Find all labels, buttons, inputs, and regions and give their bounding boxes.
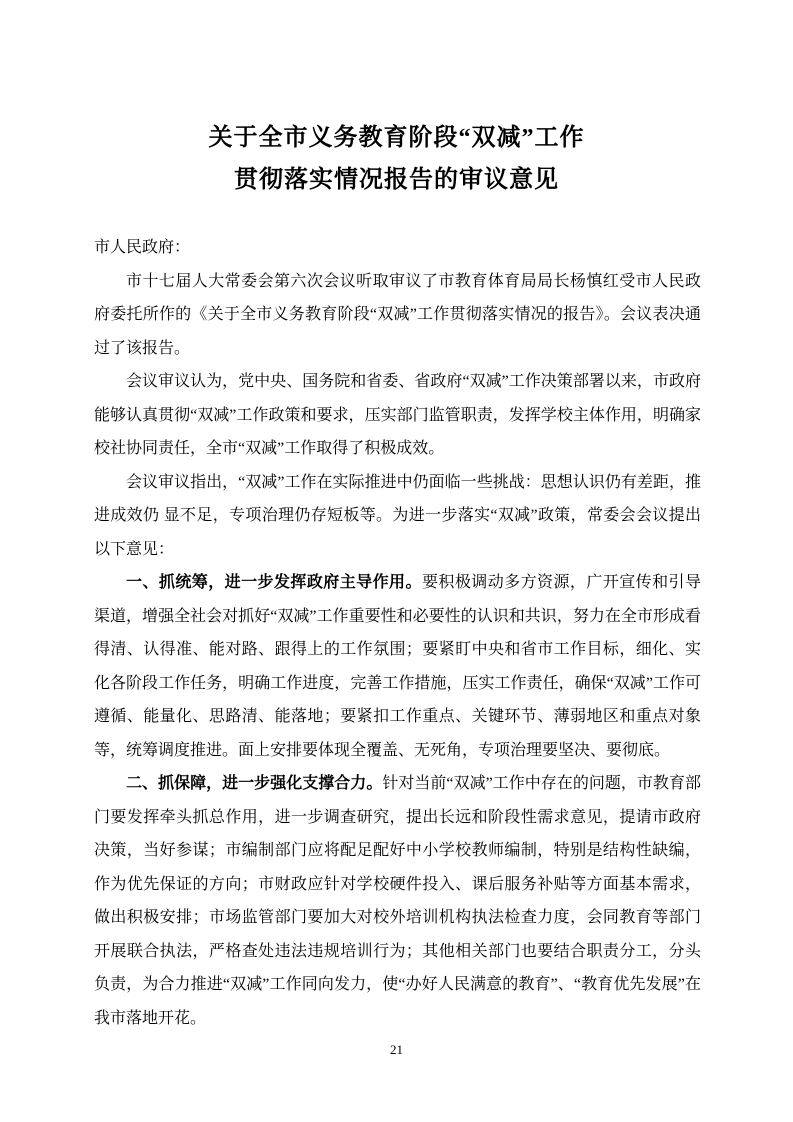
section-2-heading: 二、抓保障，进一步强化支撑合力。 xyxy=(126,775,383,792)
section-2-text: 针对当前“双减”工作中存在的问题，市教育部门要发挥牵头抓总作用，进一步调查研究，提出长远和阶段性需求意见，提请市政府决策，当好参谋；市编制部门应将配足配好中小学校教师编制，特别是结构性缺编，作为优先保证的方向；市财政应针对学校硬件投入、课后服务补贴等方面基本需求，做出积极安排；市场监管部门要加大对校外培训机构执法检查力度，会同教育等部门开展联合执法，严格查处违法违规培训行为；其他相关部门也要结合职责分工，分头负责，为合力推进“双减”工作同向发力，使“办好人民满意的教育”、“教育优先发展”在我市落地开花。 xyxy=(94,775,701,1027)
paragraph-3-text: 会议审议指出，“双减”工作在实际推进中仍面临一些挑战：思想认识仍有差距，推进成效仍 显不足，专项治理仍存短板等。为进一步落实“双减”政策，常委会会议提出以下意见： xyxy=(94,473,701,558)
paragraph-3 xyxy=(94,466,701,567)
paragraph-1 xyxy=(94,265,701,366)
page-number: 21 xyxy=(390,1042,403,1057)
paragraph-2-text: 会议审议认为，党中央、国务院和省委、省政府“双减”工作决策部署以来，市政府能够认真贯彻“双减”工作政策和要求，压实部门监管职责，发挥学校主体作用，明确家校社协同责任，全市“双减”工作取得了积极成效。 xyxy=(94,373,701,457)
document-title xyxy=(0,0,793,201)
document-body xyxy=(94,231,701,1035)
section-1-heading: 一、抓统筹，进一步发挥政府主导作用。 xyxy=(126,574,422,591)
title-line-2: 贯彻落实情况报告的审议意见 xyxy=(234,167,559,193)
title-line-1: 关于全市义务教育阶段“双减”工作 xyxy=(208,125,585,151)
salutation: 市人民政府： xyxy=(94,239,191,256)
paragraph-2 xyxy=(94,365,701,466)
section-1-text: 要积极调动多方资源，广开宣传和引导渠道，增强全社会对抓好“双减”工作重要性和必要性的认识和共识，努力在全市形成看得清、认得准、能对路、跟得上的工作氛围；要紧盯中央和省市工作目标，细化、实化各阶段工作任务，明确工作进度，完善工作措施，压实工作责任，确保“双减”工作可遵循、能量化、思路清、能落地；要紧扣工作重点、关键环节、薄弱地区和重点对象等，统筹调度推进。面上安排要体现全覆盖、无死角，专项治理要坚决、要彻底。 xyxy=(94,574,701,759)
section-1-paragraph xyxy=(94,566,701,767)
paragraph-1-text: 市十七届人大常委会第六次会议听取审议了市教育体育局局长杨慎红受市人民政府委托所作的《关于全市义务教育阶段“双减”工作贯彻落实情况的报告》。会议表决通过了该报告。 xyxy=(94,272,701,357)
section-2-paragraph xyxy=(94,767,701,1035)
